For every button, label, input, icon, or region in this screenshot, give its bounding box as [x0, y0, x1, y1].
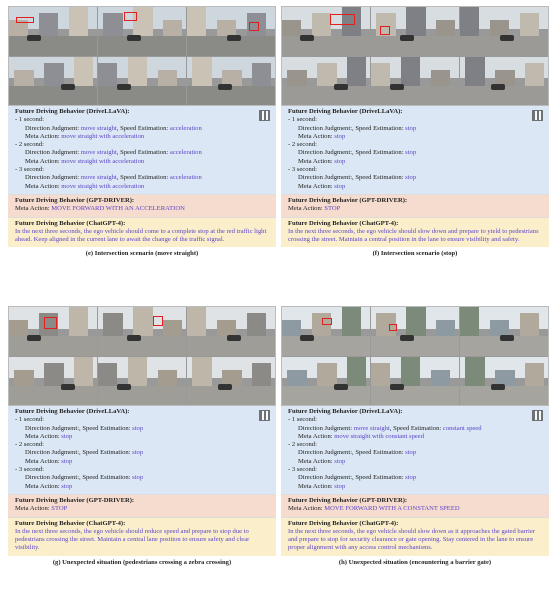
road — [282, 86, 370, 105]
meta-action-label: Meta Action: — [25, 482, 60, 490]
second-label: - 2 second: — [15, 141, 44, 149]
detection-box — [44, 317, 56, 330]
meta-action-row — [15, 158, 271, 166]
speed-estimation-value: acceleration — [169, 149, 202, 157]
judgment-row — [288, 449, 544, 457]
vehicle — [127, 35, 141, 41]
building — [525, 363, 544, 388]
qr-code-icon — [259, 410, 270, 421]
camera-view — [9, 57, 97, 106]
speed-estimation-value: stop — [405, 474, 417, 482]
direction-judgment-label: Direction Judgment: — [298, 149, 353, 157]
vehicle — [61, 84, 75, 90]
chatgpt4-block — [281, 217, 549, 248]
meta-action-row — [15, 458, 271, 466]
direction-judgment-label: Direction Judgment: — [25, 449, 80, 457]
chatgpt4-text: In the next three seconds, the ego vehicle should come to a complete stop at the red traffic light ahead. Keep aligned in the current lane to await the change of the traffic signal. — [15, 227, 267, 244]
speed-estimation-value: stop — [405, 174, 417, 182]
meta-action-value: move straight with acceleration — [61, 157, 145, 165]
vehicle — [218, 84, 232, 90]
camera-view — [282, 307, 370, 356]
camera-view — [98, 57, 186, 106]
drivellava-block — [8, 106, 276, 194]
speed-estimation-value: stop — [132, 424, 144, 432]
road — [371, 86, 459, 105]
meta-action-value: stop — [334, 457, 346, 465]
speed-estimation-label: , Speed Estimation: — [389, 424, 442, 432]
gpt-driver-block — [281, 194, 549, 217]
judgment-row — [288, 425, 544, 433]
vehicle — [127, 335, 141, 341]
building — [103, 13, 122, 38]
chatgpt4-block — [281, 517, 549, 556]
second-label: - 2 second: — [288, 441, 317, 449]
judgment-row — [288, 149, 544, 157]
gpt-driver-row — [288, 205, 542, 213]
panel-g — [8, 306, 276, 566]
gpt-driver-value: MOVE FORWARD WITH AN ACCELERATION — [51, 205, 185, 213]
road — [282, 36, 370, 55]
second-label: - 3 second: — [288, 466, 317, 474]
building — [371, 363, 390, 388]
detection-box — [249, 22, 260, 32]
camera-view — [187, 357, 275, 406]
road — [98, 36, 186, 55]
detection-box — [389, 324, 398, 331]
road — [98, 86, 186, 105]
panel-f — [281, 6, 549, 257]
camera-view — [371, 357, 459, 406]
judgment-row — [15, 149, 271, 157]
vehicle — [117, 384, 131, 390]
second-label: - 2 second: — [288, 141, 317, 149]
second-label: - 3 second: — [15, 166, 44, 174]
speed-estimation-label: , Speed Estimation: — [79, 449, 131, 457]
qr-code-icon — [532, 110, 543, 121]
speed-estimation-label: , Speed Estimation: — [352, 124, 404, 132]
meta-action-label: Meta Action: — [298, 432, 333, 440]
building — [347, 357, 366, 389]
direction-judgment-label: Direction Judgment: — [298, 174, 353, 182]
road — [9, 36, 97, 55]
meta-action-value: stop — [61, 482, 73, 490]
vehicle — [400, 35, 414, 41]
gpt-driver-value: STOP — [324, 205, 341, 213]
speed-estimation-value: stop — [405, 449, 417, 457]
meta-action-value: stop — [334, 157, 346, 165]
vehicle — [400, 335, 414, 341]
meta-action-value: stop — [61, 457, 73, 465]
meta-action-row — [288, 458, 544, 466]
road — [9, 336, 97, 355]
judgment-row — [288, 174, 544, 182]
meta-action-label: Meta Action: — [298, 457, 333, 465]
qr-code-icon — [532, 410, 543, 421]
building — [406, 7, 425, 39]
meta-action-value: stop — [334, 482, 346, 490]
drivellava-title: Future Driving Behavior (DriveLLaVA): — [288, 108, 403, 115]
road — [371, 36, 459, 55]
building — [401, 57, 420, 89]
speed-estimation-value: stop — [405, 149, 417, 157]
building — [192, 357, 211, 389]
meta-action-row — [288, 183, 544, 191]
building — [39, 13, 58, 38]
vehicle — [500, 335, 514, 341]
second-label: - 1 second: — [288, 416, 317, 424]
qr-code-icon — [259, 110, 270, 121]
vehicle — [300, 35, 314, 41]
gpt-driver-title: Future Driving Behavior (GPT-DRIVER): — [15, 196, 135, 204]
building — [74, 57, 93, 89]
direction-judgment-label: Direction Judgment: — [25, 174, 80, 182]
building — [192, 57, 211, 89]
building — [401, 357, 420, 389]
building — [69, 7, 88, 39]
speed-estimation-label: , Speed Estimation: — [79, 424, 131, 432]
meta-action-row — [288, 133, 544, 141]
gpt-driver-row — [15, 505, 269, 513]
vehicle — [390, 84, 404, 90]
building — [187, 307, 206, 339]
detection-box — [330, 14, 355, 25]
speed-estimation-label: , Speed Estimation: — [116, 124, 169, 132]
road — [371, 336, 459, 355]
road — [9, 86, 97, 105]
speed-estimation-label: , Speed Estimation: — [352, 449, 404, 457]
road — [371, 386, 459, 405]
building — [465, 357, 484, 389]
chatgpt4-title: Future Driving Behavior (ChatGPT-4): — [288, 219, 399, 227]
judgment-row — [15, 174, 271, 182]
direction-judgment-label: Direction Judgment: — [298, 449, 353, 457]
building — [247, 313, 266, 338]
figure-caption: (h) Unexpected situation (encountering a barrier gate) — [338, 558, 492, 566]
meta-action-value: move straight with acceleration — [61, 132, 145, 140]
vehicle — [117, 84, 131, 90]
judgment-row — [15, 125, 271, 133]
camera-view — [98, 7, 186, 56]
meta-action-label: Meta Action: — [25, 132, 60, 140]
direction-judgment-label: Direction Judgment: — [25, 474, 80, 482]
second-label: - 2 second: — [15, 441, 44, 449]
camera-view — [371, 57, 459, 106]
vehicle — [334, 84, 348, 90]
second-label: - 1 second: — [288, 116, 317, 124]
building — [252, 63, 271, 88]
camera-view — [460, 57, 548, 106]
building — [128, 357, 147, 389]
camera-view — [187, 57, 275, 106]
figure-caption: (g) Unexpected situation (pedestrians crossing a zebra crossing) — [52, 558, 232, 566]
figure-caption: (e) Intersection scenario (move straight) — [85, 250, 199, 258]
chatgpt4-text: In the next three seconds, the ego vehicle should slow down and prepare to yield to pedestrians crossing the street. Maintain a central position in the lane to ensure visibility and safety. — [288, 227, 539, 244]
building — [128, 57, 147, 89]
meta-action-row — [15, 133, 271, 141]
camera-view — [9, 307, 97, 356]
judgment-row — [288, 125, 544, 133]
road — [282, 386, 370, 405]
vehicle — [227, 35, 241, 41]
gpt-driver-row — [15, 205, 269, 213]
building — [520, 13, 539, 38]
gpt-driver-label: Meta Action: — [15, 505, 50, 513]
judgment-row — [15, 449, 271, 457]
meta-action-label: Meta Action: — [25, 432, 60, 440]
vehicle — [227, 335, 241, 341]
speed-estimation-value: acceleration — [169, 124, 202, 132]
meta-action-value: stop — [61, 432, 73, 440]
building — [460, 307, 479, 339]
chatgpt4-block — [8, 217, 276, 248]
gpt-driver-row — [288, 505, 542, 513]
vehicle — [218, 384, 232, 390]
speed-estimation-label: , Speed Estimation: — [352, 149, 404, 157]
gpt-driver-value: STOP — [51, 505, 68, 513]
direction-judgment-label: Direction Judgment: — [25, 424, 80, 432]
chatgpt4-title: Future Driving Behavior (ChatGPT-4): — [15, 219, 126, 227]
meta-action-row — [288, 158, 544, 166]
vehicle — [390, 384, 404, 390]
direction-judgment-label: Direction Judgment: — [298, 424, 353, 432]
building — [520, 313, 539, 338]
building — [69, 307, 88, 339]
building — [347, 57, 366, 89]
drivellava-block — [8, 406, 276, 494]
meta-action-label: Meta Action: — [25, 157, 60, 165]
meta-action-label: Meta Action: — [25, 182, 60, 190]
chatgpt4-text: In the next three seconds, the ego vehicle should slow down as it approaches the gated barrier and prepare to stop for security clearance or gate opening. Stay centered in the lane to ensure proper alignment with any access control mechanisms. — [288, 527, 536, 552]
meta-action-row — [288, 433, 544, 441]
building — [312, 13, 331, 38]
panel-h — [281, 306, 549, 566]
camera-view — [98, 307, 186, 356]
camera-view — [9, 7, 97, 56]
gpt-driver-label: Meta Action: — [288, 505, 323, 513]
panel-e — [8, 6, 276, 257]
camera-mosaic-image — [8, 306, 276, 406]
second-label: - 1 second: — [15, 116, 44, 124]
gpt-driver-title: Future Driving Behavior (GPT-DRIVER): — [288, 496, 408, 504]
detection-box — [16, 17, 34, 24]
speed-estimation-value: constant speed — [442, 424, 482, 432]
meta-action-label: Meta Action: — [25, 457, 60, 465]
vehicle — [491, 384, 505, 390]
camera-view — [460, 307, 548, 356]
vehicle — [491, 84, 505, 90]
road — [282, 336, 370, 355]
direction-judgment-value: move straight — [80, 124, 117, 132]
camera-view — [282, 357, 370, 406]
gpt-driver-label: Meta Action: — [288, 205, 323, 213]
building — [465, 57, 484, 89]
camera-view — [371, 307, 459, 356]
building — [133, 307, 152, 339]
direction-judgment-label: Direction Judgment: — [25, 149, 80, 157]
camera-mosaic-image — [281, 6, 549, 106]
judgment-row — [15, 425, 271, 433]
direction-judgment-label: Direction Judgment: — [298, 124, 353, 132]
road — [9, 386, 97, 405]
speed-estimation-label: , Speed Estimation: — [79, 474, 131, 482]
building — [371, 63, 390, 88]
direction-judgment-label: Direction Judgment: — [25, 124, 80, 132]
camera-view — [9, 357, 97, 406]
meta-action-row — [15, 183, 271, 191]
camera-view — [460, 357, 548, 406]
camera-view — [282, 7, 370, 56]
gpt-driver-title: Future Driving Behavior (GPT-DRIVER): — [15, 496, 135, 504]
speed-estimation-label: , Speed Estimation: — [116, 149, 169, 157]
camera-view — [460, 7, 548, 56]
drivellava-block — [281, 406, 549, 494]
building — [460, 7, 479, 39]
direction-judgment-value: move straight — [353, 424, 390, 432]
vehicle — [300, 335, 314, 341]
second-label: - 3 second: — [288, 166, 317, 174]
gpt-driver-block — [281, 494, 549, 517]
judgment-row — [288, 474, 544, 482]
detection-box — [153, 316, 164, 327]
meta-action-row — [15, 483, 271, 491]
building — [525, 63, 544, 88]
speed-estimation-value: stop — [132, 449, 144, 457]
vehicle — [27, 35, 41, 41]
gpt-driver-title: Future Driving Behavior (GPT-DRIVER): — [288, 196, 408, 204]
direction-judgment-value: move straight — [80, 149, 117, 157]
meta-action-value: stop — [334, 132, 346, 140]
second-label: - 3 second: — [15, 466, 44, 474]
vehicle — [27, 335, 41, 341]
meta-action-label: Meta Action: — [298, 482, 333, 490]
speed-estimation-label: , Speed Estimation: — [352, 474, 404, 482]
camera-view — [187, 307, 275, 356]
building — [98, 63, 117, 88]
chatgpt4-text: In the next three seconds, the ego vehicle should reduce speed and prepare to stop due to pedestrians crossing the street. Maintain a central lane position to ensure safety and clear visibility. — [15, 527, 250, 552]
camera-view — [371, 7, 459, 56]
direction-judgment-value: move straight — [80, 174, 117, 182]
drivellava-title: Future Driving Behavior (DriveLLaVA): — [288, 408, 403, 415]
meta-action-label: Meta Action: — [298, 182, 333, 190]
camera-view — [282, 57, 370, 106]
drivellava-block — [281, 106, 549, 194]
gpt-driver-label: Meta Action: — [15, 205, 50, 213]
building — [74, 357, 93, 389]
speed-estimation-label: , Speed Estimation: — [352, 174, 404, 182]
second-label: - 1 second: — [15, 416, 44, 424]
drivellava-title: Future Driving Behavior (DriveLLaVA): — [15, 408, 130, 415]
judgment-row — [15, 474, 271, 482]
speed-estimation-label: , Speed Estimation: — [116, 174, 169, 182]
camera-view — [187, 7, 275, 56]
chatgpt4-title: Future Driving Behavior (ChatGPT-4): — [15, 519, 126, 527]
meta-action-value: stop — [334, 182, 346, 190]
vehicle — [334, 384, 348, 390]
road — [98, 336, 186, 355]
meta-action-row — [288, 483, 544, 491]
camera-view — [98, 357, 186, 406]
gpt-driver-block — [8, 494, 276, 517]
drivellava-title: Future Driving Behavior (DriveLLaVA): — [15, 108, 130, 115]
meta-action-label: Meta Action: — [298, 157, 333, 165]
speed-estimation-value: acceleration — [169, 174, 202, 182]
meta-action-row — [15, 433, 271, 441]
meta-action-label: Meta Action: — [298, 132, 333, 140]
meta-action-value: move straight with constant speed — [334, 432, 425, 440]
camera-mosaic-image — [281, 306, 549, 406]
gpt-driver-block — [8, 194, 276, 217]
detection-box — [380, 26, 391, 35]
direction-judgment-label: Direction Judgment: — [298, 474, 353, 482]
chatgpt4-title: Future Driving Behavior (ChatGPT-4): — [288, 519, 399, 527]
building — [252, 363, 271, 388]
detection-box — [322, 318, 333, 326]
figure-caption: (f) Intersection scenario (stop) — [372, 250, 458, 258]
building — [98, 363, 117, 388]
detection-box — [124, 12, 136, 21]
building — [187, 7, 206, 39]
vehicle — [500, 35, 514, 41]
building — [406, 307, 425, 339]
vehicle — [61, 384, 75, 390]
building — [103, 313, 122, 338]
gpt-driver-value: MOVE FORWARD WITH A CONSTANT SPEED — [324, 505, 460, 513]
chatgpt4-block — [8, 517, 276, 556]
meta-action-value: move straight with acceleration — [61, 182, 145, 190]
speed-estimation-value: stop — [405, 124, 417, 132]
camera-mosaic-image — [8, 6, 276, 106]
speed-estimation-value: stop — [132, 474, 144, 482]
road — [98, 386, 186, 405]
building — [342, 307, 361, 339]
